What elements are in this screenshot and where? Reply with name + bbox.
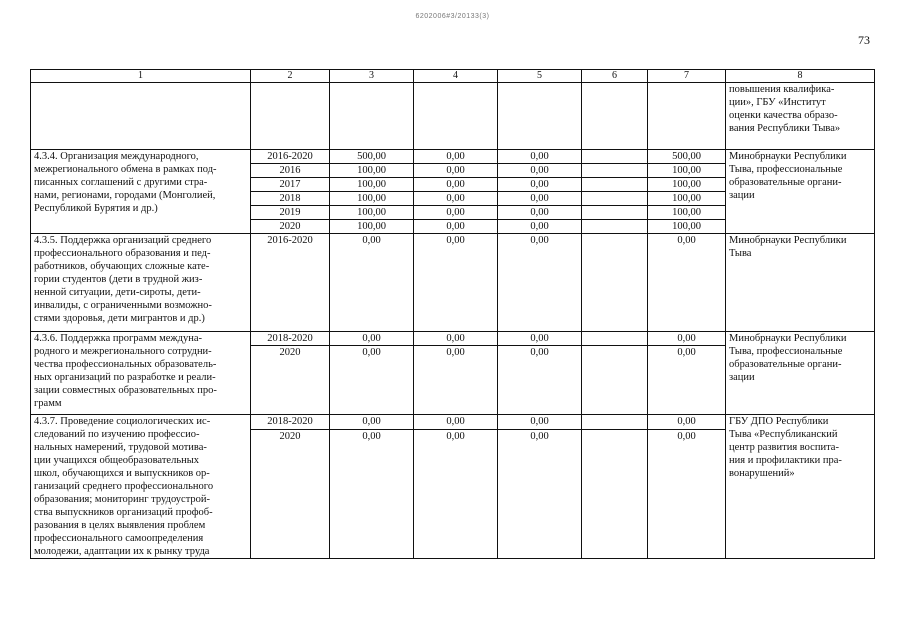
responsible-text: повышения квалифика- ции», ГБУ «Институт оценки качества образо- вания Республики Тыва» xyxy=(729,84,841,134)
amount-cell: 0,00 xyxy=(498,178,582,192)
period-cell: 2017 xyxy=(251,178,330,192)
column-number: 4 xyxy=(414,70,498,83)
measure-row xyxy=(31,234,875,332)
column-number: 2 xyxy=(251,70,330,83)
period-cell: 2016-2020 xyxy=(251,150,330,164)
amount-cell xyxy=(582,346,648,415)
amount-cell: 0,00 xyxy=(498,164,582,178)
amount-cell: 100,00 xyxy=(330,178,414,192)
amount-cell: 100,00 xyxy=(648,192,726,206)
measure-description-cell xyxy=(31,234,251,332)
column-number: 1 xyxy=(31,70,251,83)
amount-cell: 0,00 xyxy=(648,332,726,346)
period-cell: 2019 xyxy=(251,206,330,220)
amount-cell xyxy=(582,192,648,206)
period-cell: 2018-2020 xyxy=(251,415,330,430)
amount-cell: 0,00 xyxy=(414,206,498,220)
period-cell: 2018-2020 xyxy=(251,332,330,346)
amount-cell: 0,00 xyxy=(648,234,726,332)
responsible-cell xyxy=(726,150,875,234)
amount-cell: 0,00 xyxy=(498,206,582,220)
period-cell: 2020 xyxy=(251,429,330,558)
period-cell: 2018 xyxy=(251,192,330,206)
period-cell: 2016-2020 xyxy=(251,234,330,332)
measure-row xyxy=(31,332,875,346)
measure-description: 4.3.5. Поддержка организаций среднего профессионального образования и пед- работников, обучающих сложные кате- гории студентов (дети в трудной жиз- ненной ситуации, дети-сироты, дети- инвалиды, с ограниченными возможно- стями здоровья, дети мигрантов и др.) xyxy=(34,235,212,324)
amount-cell: 0,00 xyxy=(498,234,582,332)
amount-cell: 0,00 xyxy=(414,192,498,206)
column-number: 5 xyxy=(498,70,582,83)
amount-cell: 0,00 xyxy=(648,415,726,430)
amount-cell: 100,00 xyxy=(330,206,414,220)
amount-cell: 0,00 xyxy=(414,429,498,558)
responsible-text: Минобрнауки Республики Тыва xyxy=(729,235,847,259)
responsible-text: ГБУ ДПО Республики Тыва «Республиканский центр развития воспита- ния и профилактики пра- вонарушений» xyxy=(729,416,842,479)
amount-cell: 0,00 xyxy=(498,150,582,164)
responsible-cell xyxy=(726,415,875,559)
column-number-row xyxy=(31,70,875,83)
measure-description-cell xyxy=(31,415,251,559)
period-cell: 2016 xyxy=(251,164,330,178)
budget-table xyxy=(30,69,875,559)
amount-cell xyxy=(582,178,648,192)
page-number: 73 xyxy=(858,33,870,47)
column-number: 6 xyxy=(582,70,648,83)
amount-cell: 0,00 xyxy=(414,150,498,164)
measure-description: 4.3.4. Организация международного, межрегионального обмена в рамках под- писанных соглашений с другими стра- нами, регионами, городами (Монголией, Республикой Бурятия и др.) xyxy=(34,151,217,214)
amount-cell xyxy=(582,332,648,346)
empty-cell xyxy=(582,83,648,150)
period-cell: 2020 xyxy=(251,346,330,415)
amount-cell xyxy=(582,164,648,178)
amount-cell: 0,00 xyxy=(414,346,498,415)
amount-cell: 100,00 xyxy=(330,164,414,178)
measure-description: 4.3.6. Поддержка программ междуна- родного и межрегионального сотрудни- чества профессиональных образователь- ных организаций по разработке и реали- зации совместных образовательных про- грамм xyxy=(34,333,217,409)
empty-cell xyxy=(498,83,582,150)
measure-row xyxy=(31,150,875,164)
amount-cell: 0,00 xyxy=(498,332,582,346)
column-number: 7 xyxy=(648,70,726,83)
responsible-cell xyxy=(726,332,875,415)
responsible-cell xyxy=(726,83,875,150)
amount-cell: 100,00 xyxy=(648,164,726,178)
responsible-text: Минобрнауки Республики Тыва, профессиональные образовательные органи- зации xyxy=(729,333,847,383)
amount-cell: 0,00 xyxy=(414,178,498,192)
empty-cell xyxy=(414,83,498,150)
amount-cell: 0,00 xyxy=(648,346,726,415)
amount-cell: 500,00 xyxy=(330,150,414,164)
empty-cell xyxy=(251,83,330,150)
measure-description-cell xyxy=(31,150,251,234)
amount-cell: 100,00 xyxy=(648,178,726,192)
amount-cell: 0,00 xyxy=(414,220,498,234)
amount-cell: 500,00 xyxy=(648,150,726,164)
empty-cell xyxy=(648,83,726,150)
continuation-row xyxy=(31,83,875,150)
amount-cell xyxy=(582,415,648,430)
amount-cell: 100,00 xyxy=(330,220,414,234)
amount-cell: 0,00 xyxy=(330,332,414,346)
amount-cell: 0,00 xyxy=(414,234,498,332)
amount-cell: 100,00 xyxy=(330,192,414,206)
measure-description: 4.3.7. Проведение социологических ис- следований по изучению профессио- нальных намерений, трудовой мотива- ции учащихся общеобразовательных школ, обучающихся и выпускников ор- ганизаций среднего профессионального образования; мониторинг трудоустрой- ства выпускников организаций профоб- разования в целях выявления проблем профессионального самоопределения молодежи, адаптации их к рынку труда xyxy=(34,416,214,557)
amount-cell xyxy=(582,234,648,332)
document-code: 6202006#3/20133(3) xyxy=(415,13,490,20)
empty-cell xyxy=(330,83,414,150)
column-number: 8 xyxy=(726,70,875,83)
responsible-cell xyxy=(726,234,875,332)
column-number: 3 xyxy=(330,70,414,83)
responsible-text: Минобрнауки Республики Тыва, профессиональные образовательные органи- зации xyxy=(729,151,847,201)
amount-cell: 0,00 xyxy=(648,429,726,558)
amount-cell: 100,00 xyxy=(648,220,726,234)
amount-cell xyxy=(582,206,648,220)
amount-cell: 0,00 xyxy=(330,415,414,430)
amount-cell: 0,00 xyxy=(330,234,414,332)
amount-cell: 0,00 xyxy=(414,332,498,346)
amount-cell xyxy=(582,150,648,164)
amount-cell: 0,00 xyxy=(498,220,582,234)
period-cell: 2020 xyxy=(251,220,330,234)
amount-cell: 0,00 xyxy=(498,429,582,558)
amount-cell: 0,00 xyxy=(414,164,498,178)
amount-cell: 0,00 xyxy=(498,346,582,415)
amount-cell: 0,00 xyxy=(330,346,414,415)
amount-cell: 100,00 xyxy=(648,206,726,220)
amount-cell: 0,00 xyxy=(414,415,498,430)
amount-cell xyxy=(582,220,648,234)
amount-cell: 0,00 xyxy=(498,192,582,206)
amount-cell xyxy=(582,429,648,558)
amount-cell: 0,00 xyxy=(330,429,414,558)
measure-row xyxy=(31,415,875,430)
measure-description-cell xyxy=(31,332,251,415)
empty-cell xyxy=(31,83,251,150)
amount-cell: 0,00 xyxy=(498,415,582,430)
